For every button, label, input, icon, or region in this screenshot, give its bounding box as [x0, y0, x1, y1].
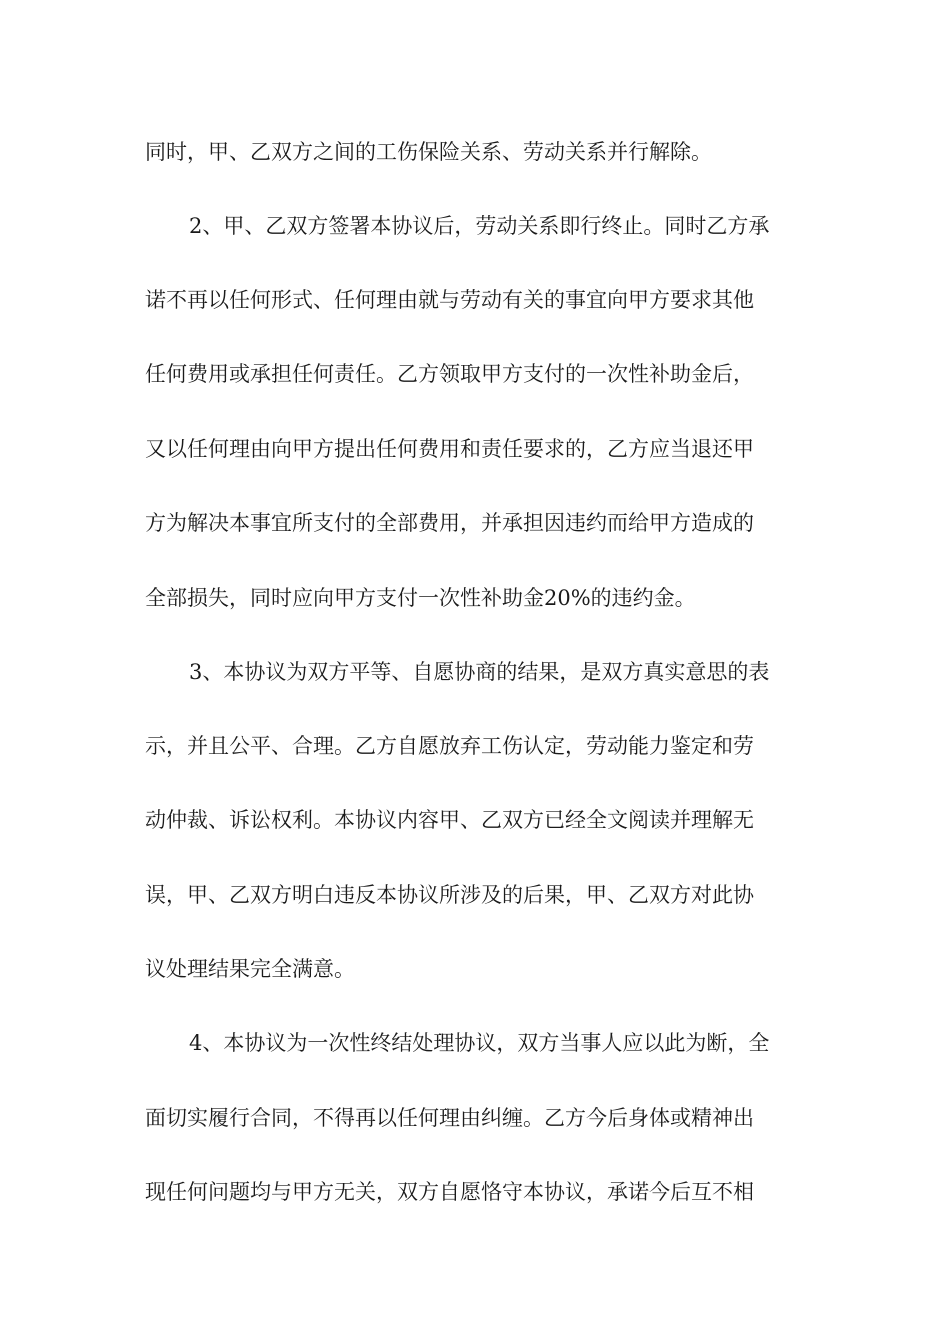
text-line: 同时，甲、乙双方之间的工伤保险关系、劳动关系并行解除。 — [145, 140, 712, 164]
text-line: 现任何问题均与甲方无关，双方自愿恪守本协议，承诺今后互不相 — [145, 1180, 754, 1204]
text-line: 示，并且公平、合理。乙方自愿放弃工伤认定，劳动能力鉴定和劳 — [145, 734, 754, 758]
text-line: 议处理结果完全满意。 — [145, 957, 355, 981]
text-line: 方为解决本事宜所支付的全部费用，并承担因违约而给甲方造成的 — [145, 511, 754, 535]
text-line: 4、本协议为一次性终结处理协议，双方当事人应以此为断，全 — [189, 1031, 770, 1055]
text-line: 3、本协议为双方平等、自愿协商的结果，是双方真实意思的表 — [189, 660, 770, 684]
text-line: 任何费用或承担任何责任。乙方领取甲方支付的一次性补助金后， — [145, 362, 754, 386]
text-line: 又以任何理由向甲方提出任何费用和责任要求的，乙方应当退还甲 — [145, 437, 754, 461]
text-line: 2、甲、乙双方签署本协议后，劳动关系即行终止。同时乙方承 — [189, 214, 770, 238]
text-line: 面切实履行合同，不得再以任何理由纠缠。乙方今后身体或精神出 — [145, 1106, 754, 1130]
text-line: 全部损失，同时应向甲方支付一次性补助金20%的违约金。 — [145, 586, 696, 610]
text-line: 动仲裁、诉讼权利。本协议内容甲、乙双方已经全文阅读并理解无 — [145, 808, 754, 832]
text-line: 诺不再以任何形式、任何理由就与劳动有关的事宜向甲方要求其他 — [145, 288, 754, 312]
text-line: 误，甲、乙双方明白违反本协议所涉及的后果，甲、乙双方对此协 — [145, 883, 754, 907]
